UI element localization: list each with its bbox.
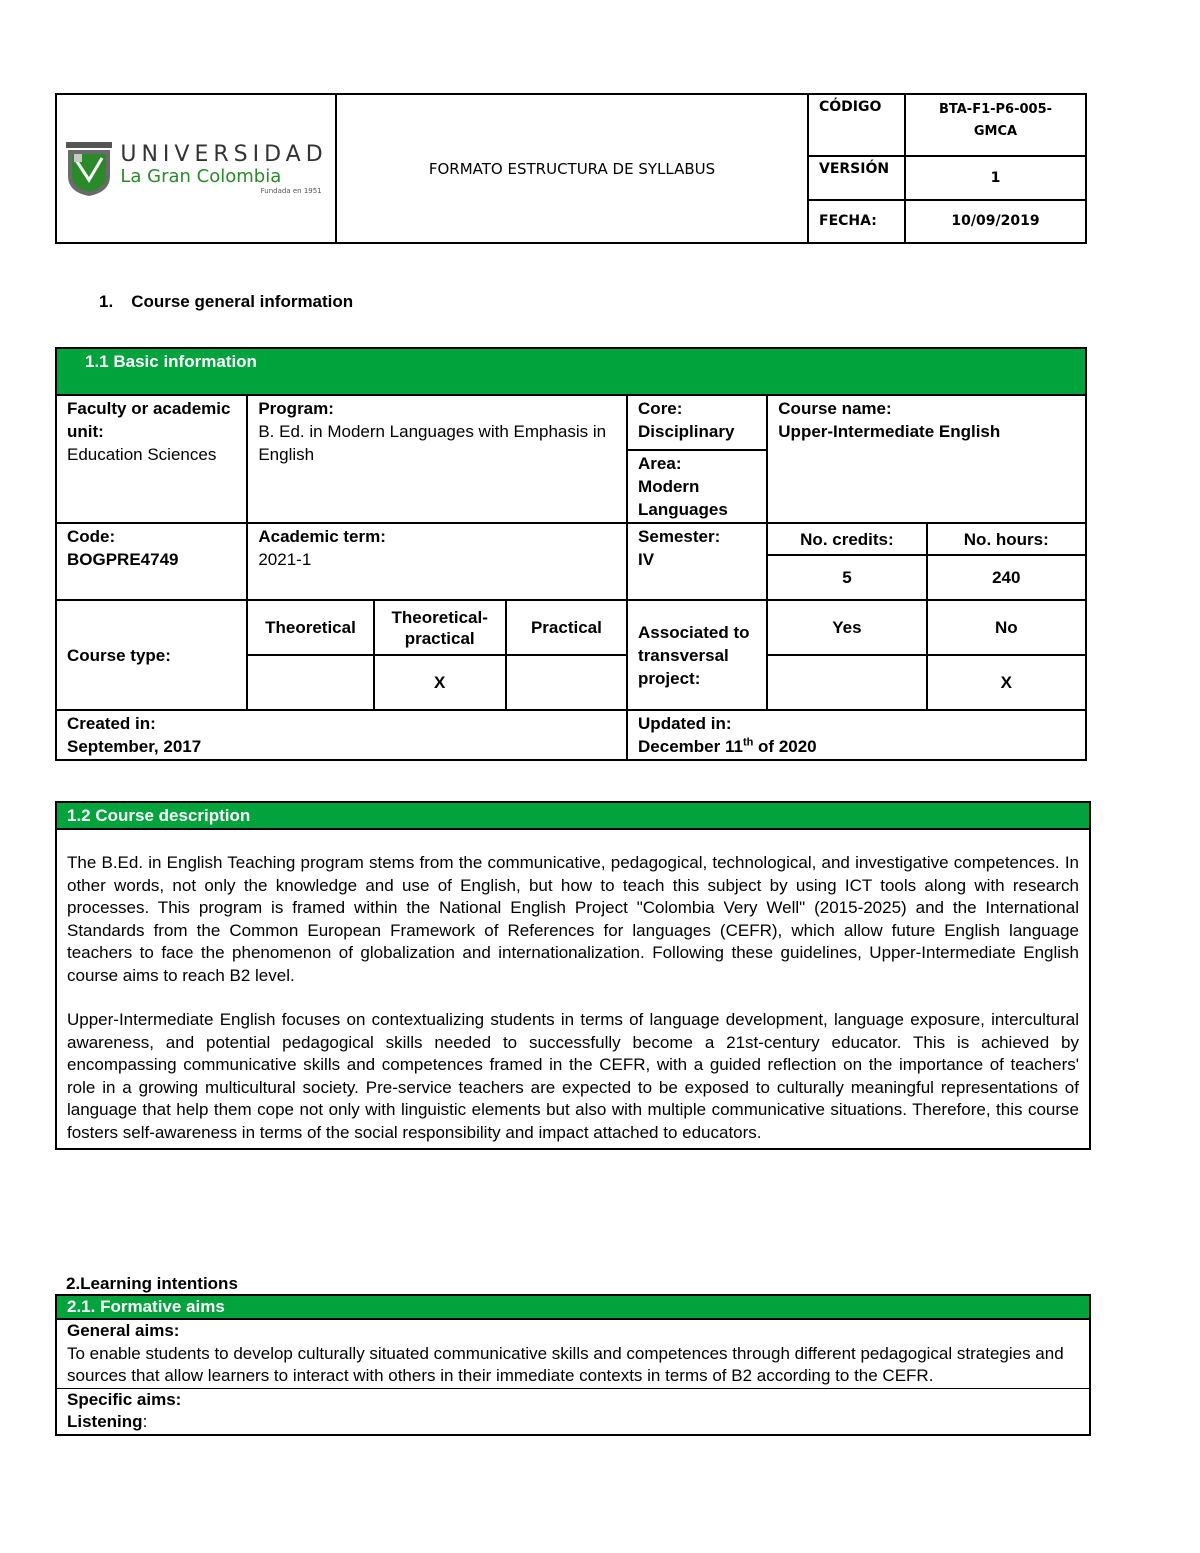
transversal-yes-label: Yes: [767, 600, 926, 655]
academic-term-value: 2021-1: [258, 550, 312, 569]
basic-information-bar: 1.1 Basic information: [56, 348, 1086, 395]
faculty-label: Faculty or academic unit:: [67, 399, 231, 441]
course-description-bar: 1.2 Course description: [57, 803, 1089, 830]
listening-label: Listening: [67, 1412, 143, 1431]
program-value: B. Ed. in Modern Languages with Emphasis in English: [258, 422, 607, 464]
specific-aims-label: Specific aims:: [67, 1389, 182, 1409]
credits-label: No. credits:: [767, 523, 926, 555]
formative-aims-bar: 2.1. Formative aims: [57, 1296, 1089, 1320]
logo-cell: [56, 94, 336, 243]
section-1-heading: [99, 292, 353, 312]
listening-line: Listening:: [67, 1412, 148, 1431]
codigo-value: BTA-F1-P6-005-GMCA: [905, 94, 1086, 156]
academic-term-label: Academic term:: [258, 527, 386, 546]
code-cell: [56, 523, 247, 600]
version-value: 1: [905, 156, 1086, 199]
theoretical-practical-mark: X: [374, 655, 506, 710]
credits-value: 5: [767, 555, 926, 600]
faculty-cell: [56, 395, 247, 523]
faculty-value: Education Sciences: [67, 445, 217, 464]
version-label: VERSIÓN: [808, 156, 905, 199]
practical-label: Practical: [506, 600, 627, 655]
updated-label: Updated in:: [638, 714, 732, 733]
learning-intentions-heading: 2.Learning intentions: [66, 1274, 238, 1293]
created-value: September, 2017: [67, 737, 202, 756]
document-title: FORMATO ESTRUCTURA DE SYLLABUS: [336, 94, 808, 243]
university-crest-icon: [64, 140, 114, 198]
section-1-title: Course general information: [131, 292, 354, 311]
course-type-label: Course type:: [56, 600, 247, 710]
course-description-box: [55, 801, 1091, 1150]
core-label: Core:: [638, 399, 683, 418]
semester-value: IV: [638, 550, 655, 569]
area-value: Modern Languages: [638, 477, 728, 519]
logo-founded-text: Fundada en 1951: [260, 186, 322, 195]
transversal-no-label: No: [927, 600, 1086, 655]
formative-aims-box: [55, 1294, 1091, 1436]
code-label: Code:: [67, 527, 116, 546]
semester-cell: [627, 523, 767, 600]
logo-name-text: La Gran Colombia: [120, 165, 282, 187]
academic-term-cell: [247, 523, 627, 600]
university-logo: [57, 140, 335, 198]
updated-cell: [627, 710, 1086, 760]
course-name-value: Upper-Intermediate English: [778, 422, 1001, 441]
course-name-label: Course name:: [778, 399, 892, 418]
fecha-value: 10/09/2019: [905, 200, 1086, 243]
theoretical-label: Theoretical: [247, 600, 373, 655]
semester-label: Semester:: [638, 527, 721, 546]
core-value: Disciplinary: [638, 422, 735, 441]
core-cell: [627, 395, 767, 450]
transversal-no-mark: X: [927, 655, 1086, 710]
course-description-paragraph-1: The B.Ed. in English Teaching program stems from the communicative, pedagogical, technological, and investigative competences. In other words, not only the knowledge and use of English, but how to teach this subject by using ICT tools along with research processes. This program is framed within the National English Project "Colombia Very Well" (2015-2025) and the International Standards from the Common European Framework of References for languages (CEFR), which allow future English language teachers to face the phenomenon of globalization and internationalization. Following these guidelines, Upper-Intermediate English course aims to reach B2 level.: [67, 853, 1079, 985]
course-description-body: [57, 830, 1089, 1148]
area-label: Area:: [638, 454, 682, 473]
basic-information-table: [55, 347, 1087, 761]
code-value: BOGPRE4749: [67, 550, 179, 569]
created-cell: [56, 710, 627, 760]
codigo-label: CÓDIGO: [808, 94, 905, 156]
general-aims-text: To enable students to develop culturally situated communicative skills and competences through different pedagogical strategies and sources that allow learners to interact with others in their immediate contexts in terms of B2 according to the CEFR.: [67, 1343, 1064, 1385]
hours-value: 240: [927, 555, 1086, 600]
theoretical-practical-label: Theoretical-practical: [374, 600, 506, 655]
document-header: [55, 93, 1087, 244]
area-cell: [627, 450, 767, 523]
transversal-yes-mark: [767, 655, 926, 710]
practical-mark: [506, 655, 627, 710]
general-aims-row: [57, 1320, 1089, 1388]
theoretical-mark: [247, 655, 373, 710]
logo-university-text: UNIVERSIDAD: [120, 141, 328, 167]
section-1-number: 1.: [99, 292, 114, 311]
program-cell: [247, 395, 627, 523]
program-label: Program:: [258, 399, 334, 418]
hours-label: No. hours:: [927, 523, 1086, 555]
course-description-paragraph-2: Upper-Intermediate English focuses on contextualizing students in terms of language development, language exposure, intercultural awareness, and potential pedagogical skills needed to successfully become a 21st-century educator. This is achieved by encompassing communicative skills and competences framed in the CEFR, with a guided reflection on the importance of teachers' role in a growing multicultural society. Pre-service teachers are expected to be exposed to culturally meaningful representations of language that help them cope not only with linguistic elements but also with multiple communicative situations. Therefore, this course fosters self-awareness in terms of the social responsibility and impact attached to educators.: [67, 1010, 1079, 1142]
fecha-label: FECHA:: [808, 200, 905, 243]
specific-aims-row: [57, 1388, 1089, 1434]
transversal-project-label: Associated to transversal project:: [627, 600, 767, 710]
created-label: Created in:: [67, 714, 156, 733]
updated-value: December 11th of 2020: [638, 736, 817, 756]
general-aims-label: General aims:: [67, 1321, 180, 1340]
course-name-cell: [767, 395, 1086, 523]
